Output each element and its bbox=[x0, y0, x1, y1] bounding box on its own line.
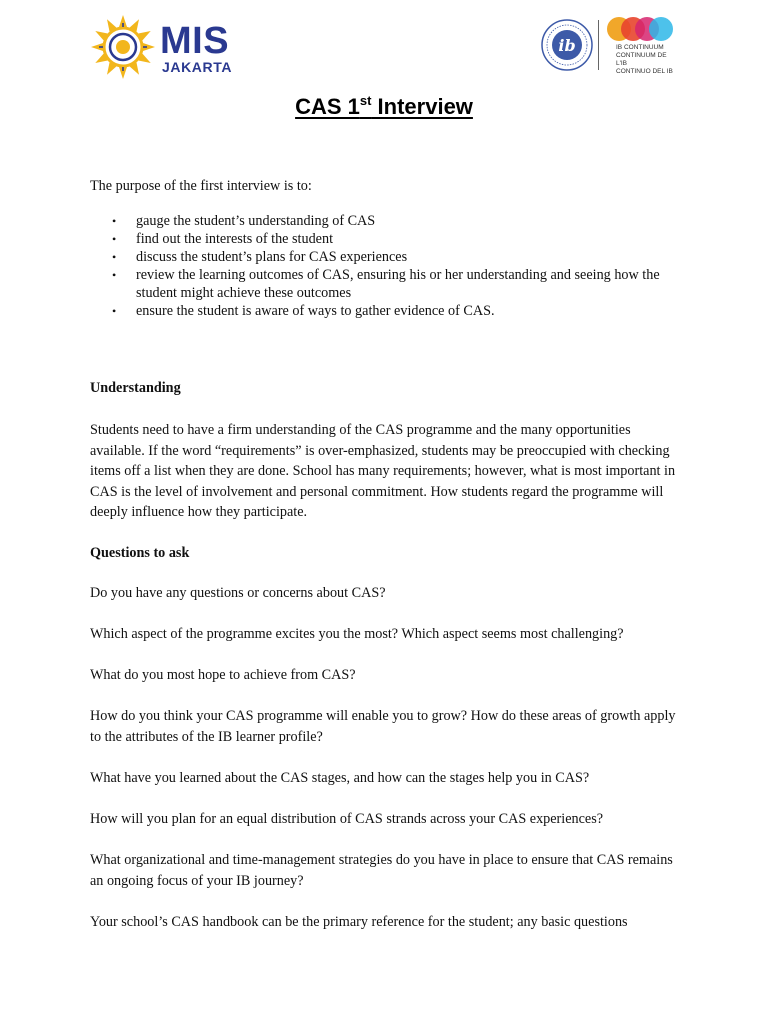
question-paragraph: What do you most hope to achieve from CAS? bbox=[90, 667, 356, 683]
intro-text: The purpose of the first interview is to: bbox=[90, 178, 312, 194]
ib-mark-text: ib bbox=[558, 36, 576, 55]
ib-caption bbox=[616, 44, 678, 76]
ib-continuum-logo bbox=[538, 14, 678, 76]
ib-caption-line: CONTINUO DEL IB bbox=[616, 68, 673, 75]
question-paragraph: Your school’s CAS handbook can be the primary reference for the student; any basic questions bbox=[90, 914, 628, 930]
list-item: • find out the interests of the student bbox=[90, 230, 690, 248]
list-item: • ensure the student is aware of ways to gather evidence of CAS. bbox=[90, 302, 690, 320]
logo-divider bbox=[598, 20, 599, 70]
title-rest: Interview bbox=[371, 94, 473, 119]
question-paragraph: How will you plan for an equal distribution of CAS strands across your CAS experiences? bbox=[90, 811, 604, 827]
page-title bbox=[0, 92, 768, 122]
continuum-dots-icon bbox=[606, 16, 674, 42]
purpose-list bbox=[90, 212, 690, 320]
ib-caption-line: CONTINUUM DE L'IB bbox=[616, 52, 667, 67]
ib-caption-line: IB CONTINUUM bbox=[616, 44, 664, 51]
understanding-heading: Understanding bbox=[90, 380, 181, 396]
ib-seal-icon bbox=[540, 18, 594, 72]
list-item: • review the learning outcomes of CAS, ensuring his or her understanding and seeing how the student might achieve these outcomes bbox=[90, 266, 690, 302]
list-item: • gauge the student’s understanding of CAS bbox=[90, 212, 690, 230]
mis-logo-subtitle: JAKARTA bbox=[162, 59, 233, 75]
understanding-paragraph: Students need to have a firm understanding of the CAS programme and the many opportunities available. If the word “requirements” is over-emphasized, students may be preoccupied with checking items off a list when they are done. School has many requirements; however, what is most important in CAS is the level of involvement and personal commitment. How students regard the programme will deeply influence how they participate. bbox=[90, 422, 676, 521]
question-paragraph: Which aspect of the programme excites you the most? Which aspect seems most challenging? bbox=[90, 626, 624, 642]
title-main: CAS 1 bbox=[295, 94, 360, 119]
question-paragraph: What organizational and time-management strategies do you have in place to ensure that CAS remains an ongoing focus of your IB journey? bbox=[90, 852, 673, 889]
question-paragraph: Do you have any questions or concerns about CAS? bbox=[90, 585, 386, 601]
questions-heading: Questions to ask bbox=[90, 545, 190, 561]
sun-emblem-icon bbox=[90, 14, 156, 80]
question-paragraph: What have you learned about the CAS stages, and how can the stages help you in CAS? bbox=[90, 770, 590, 786]
mis-jakarta-logo bbox=[90, 14, 240, 84]
title-superscript: st bbox=[359, 92, 372, 108]
question-paragraph: How do you think your CAS programme will enable you to grow? How do these areas of growth apply to the attributes of the IB learner profile? bbox=[90, 708, 676, 745]
list-item: • discuss the student’s plans for CAS experiences bbox=[90, 248, 690, 266]
mis-logo-text: MIS bbox=[160, 20, 230, 62]
